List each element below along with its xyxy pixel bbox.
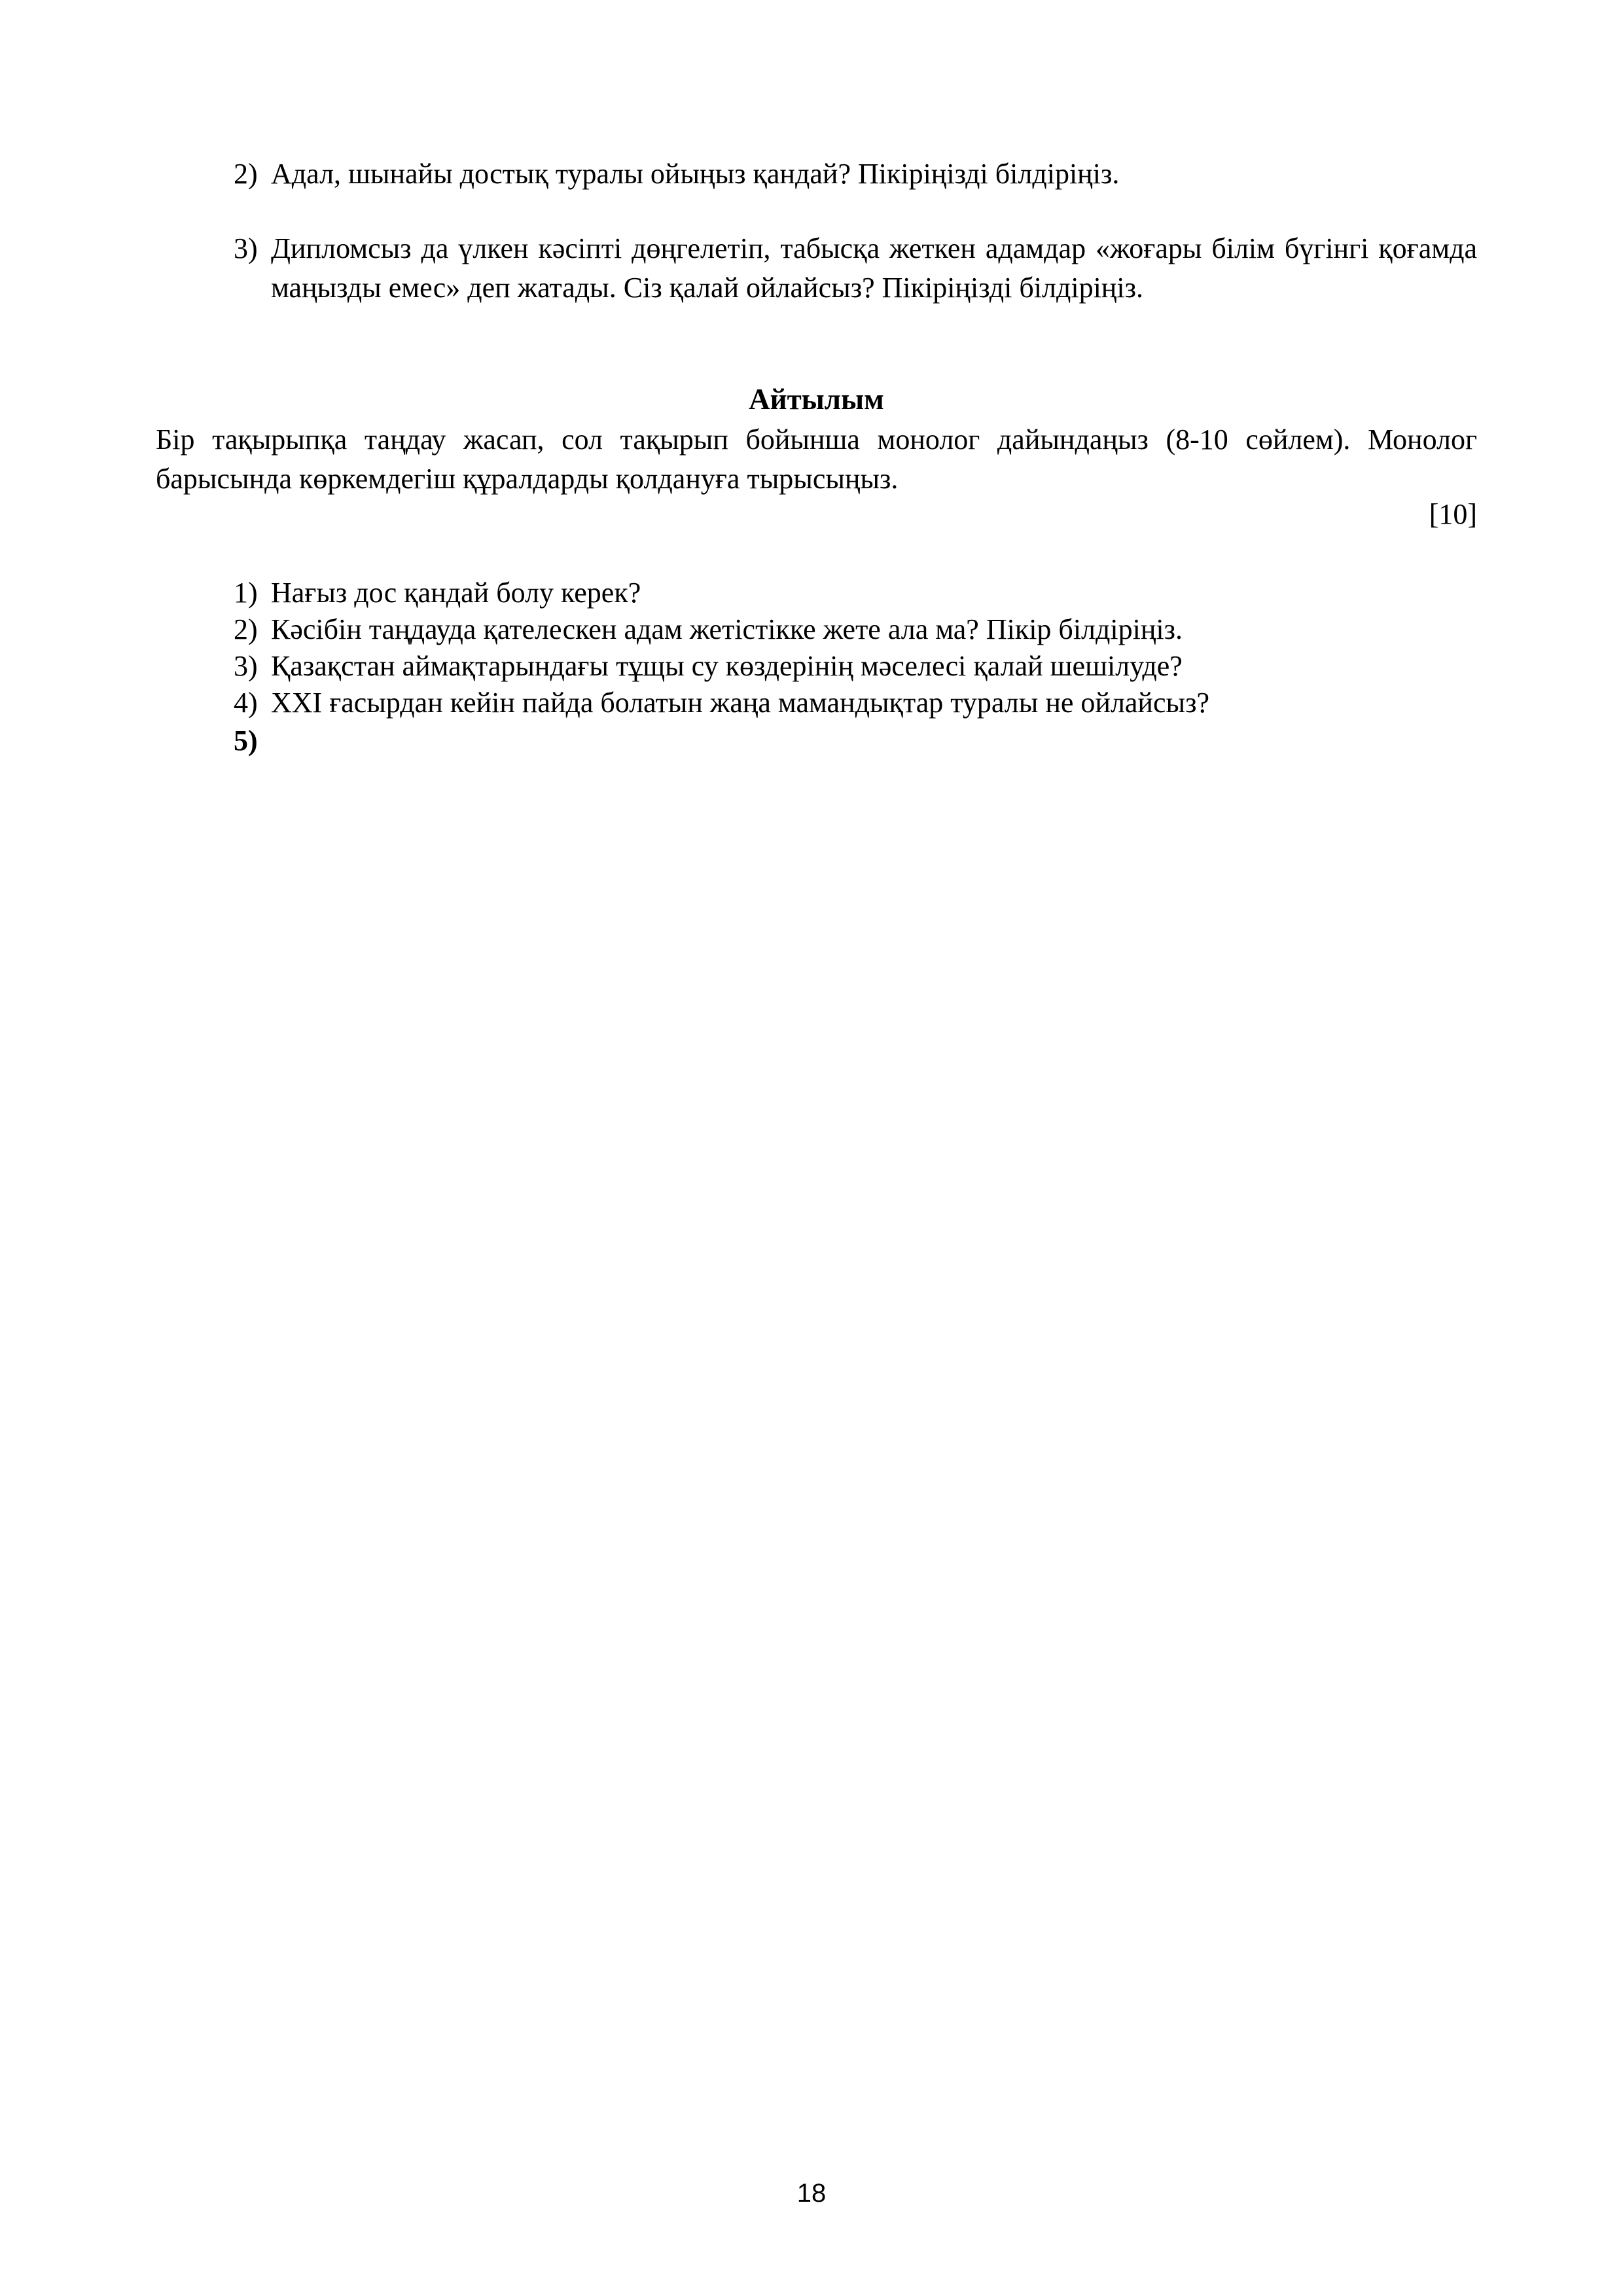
question-item [234,154,1477,194]
question-text: Дипломсыз да үлкен кәсіпті дөңгелетіп, табысқа жеткен адамдар «жоғары білім бүгінгі қоғамда маңызды емес» деп жатады. Сіз қалай ойлайсыз? Пікіріңізді білдіріңіз. [271,232,1477,304]
topic-item [234,683,1477,723]
topic-text: Кәсібін таңдауда қателескен адам жетістікке жете ала ма? Пікір білдіріңіз. [271,613,1183,645]
topic-number: 4) [234,687,258,719]
section-heading: Айтылым [749,383,884,416]
topic-number: 1) [234,577,258,609]
topic-item [234,610,1477,649]
topic-item [234,647,1477,686]
section-instruction: Бір тақырыпқа таңдау жасап, сол тақырып бойынша монолог дайындаңыз (8-10 сөйлем). Монолог барысында көркемдегіш құралдарды қолдануға тырысыңыз. [156,423,1477,495]
topic-number: 5) [234,725,258,757]
question-text: Адал, шынайы достық туралы ойыңыз қандай? Пікіріңізді білдіріңіз. [271,158,1120,190]
question-number: 2) [234,158,258,190]
topic-item [234,721,1477,761]
topic-number: 3) [234,650,258,682]
page-number: 18 [796,2179,827,2208]
topic-text: Қазақстан аймақтарындағы тұщы су көздерінің мәселесі қалай шешілуде? [271,650,1183,682]
score-mark: [10] [1429,498,1477,530]
topic-text: Нағыз дос қандай болу керек? [271,577,641,609]
topic-number: 2) [234,613,258,645]
question-number: 3) [234,232,258,264]
topic-item [234,573,1477,613]
topic-text: XXI ғасырдан кейін пайда болатын жаңа мамандықтар туралы не ойлайсыз? [271,687,1209,719]
question-item [234,229,1477,347]
